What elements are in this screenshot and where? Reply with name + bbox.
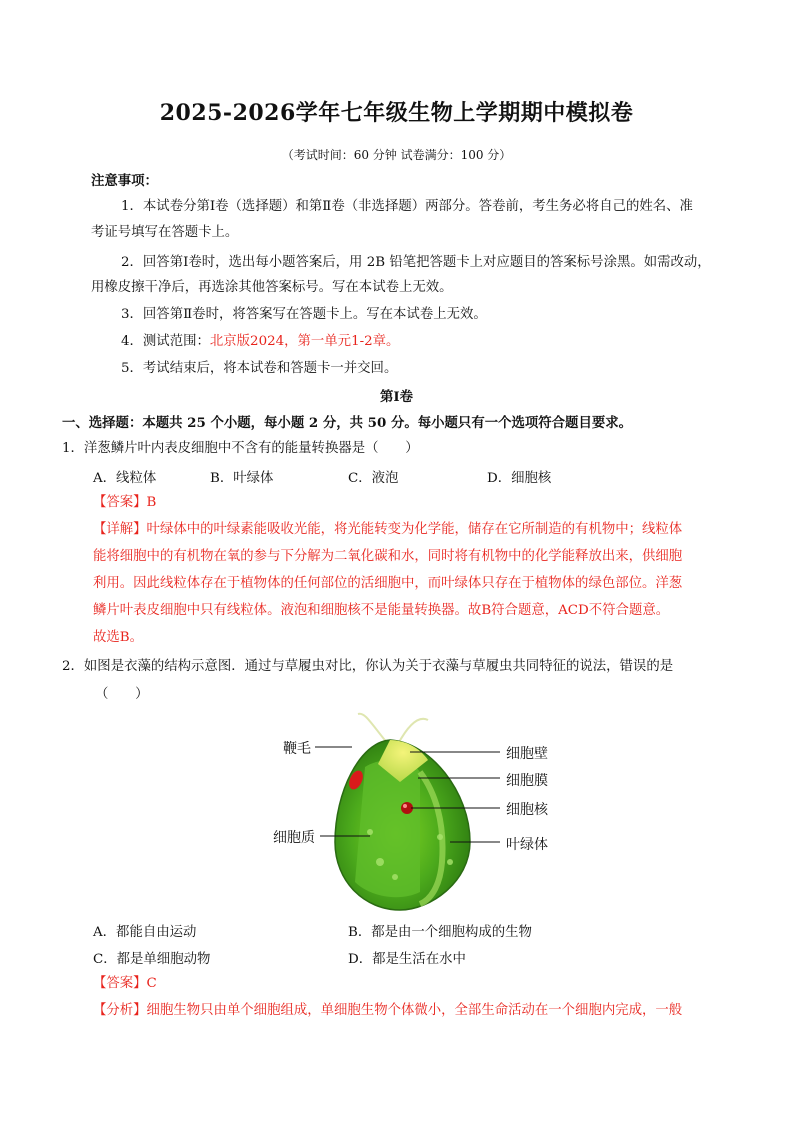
- label-cytoplasm: 细胞质: [273, 830, 315, 846]
- notice-item-4-prefix: 4．测试范围：: [121, 334, 210, 349]
- q1-detail-line: 【详解】叶绿体中的叶绿素能吸收光能，将光能转变为化学能，储存在它所制造的有机物中；线粒体: [93, 522, 683, 537]
- label-cell-wall: 细胞壁: [506, 746, 548, 762]
- q1-detail-line: 故选B。: [93, 630, 144, 645]
- notice-item-1-line1: 1．本试卷分第Ⅰ卷（选择题）和第Ⅱ卷（非选择题）两部分。答卷前，考生务必将自己的姓名、准: [121, 199, 693, 214]
- label-flagellum: 鞭毛: [283, 741, 311, 757]
- label-cell-membrane: 细胞膜: [506, 773, 548, 789]
- notice-item-2-line2: 用橡皮擦干净后，再选涂其他答案标号。写在本试卷上无效。: [91, 280, 453, 295]
- q2-answer: 【答案】C: [93, 976, 157, 991]
- q1-option-c: C．液泡: [348, 471, 399, 486]
- q1-detail-line: 能将细胞中的有机物在氧的参与下分解为二氧化碳和水，同时将有机物中的化学能释放出来，供细胞: [93, 549, 683, 564]
- q1-option-d: D．细胞核: [487, 471, 552, 486]
- label-chloroplast: 叶绿体: [506, 837, 548, 853]
- test-scope: 北京版2024，第一单元1-2章。: [209, 334, 400, 349]
- notice-item-4: [121, 333, 399, 351]
- q2-option-b: B．都是由一个细胞构成的生物: [348, 925, 532, 940]
- q2-option-d: D．都是生活在水中: [348, 952, 466, 967]
- q1-option-a: A．线粒体: [93, 471, 157, 486]
- q1-detail-line: 鳞片叶表皮细胞中只有线粒体。液泡和细胞核不是能量转换器。故B符合题意，ACD不符合题意。: [93, 603, 670, 618]
- volume-heading: 第Ⅰ卷: [379, 389, 414, 405]
- question-2-stem-line2: （ ）: [95, 687, 149, 702]
- notice-item-3: 3．回答第Ⅱ卷时，将答案写在答题卡上。写在本试卷上无效。: [121, 307, 487, 322]
- notice-item-5: 5．考试结束后，将本试卷和答题卡一并交回。: [121, 361, 398, 376]
- page-title: 2025-2026学年七年级生物上学期期中模拟卷: [159, 100, 634, 126]
- q2-analysis: 【分析】细胞生物只由单个细胞组成，单细胞生物个体微小，全部生命活动在一个细胞内完成，一般: [93, 1003, 683, 1018]
- section-heading: 一、选择题：本题共 25 个小题，每小题 2 分，共 50 分。每小题只有一个选项符合题目要求。: [62, 415, 633, 431]
- question-2-stem-line1: 2．如图是衣藻的结构示意图．通过与草履虫对比，你认为关于衣藻与草履虫共同特征的说法，错误的是: [62, 659, 674, 674]
- question-1-stem: 1．洋葱鳞片叶内表皮细胞中不含有的能量转换器是（ ）: [62, 441, 419, 456]
- label-nucleus: 细胞核: [506, 802, 548, 818]
- exam-info: （考试时间：60 分钟 试卷满分：100 分）: [281, 148, 512, 162]
- q1-option-b: B．叶绿体: [210, 471, 274, 486]
- q2-option-c: C．都是单细胞动物: [93, 952, 211, 967]
- q2-option-a: A．都能自由运动: [93, 925, 197, 940]
- q1-detail-line: 利用。因此线粒体存在于植物体的任何部位的活细胞中，而叶绿体只存在于植物体的绿色部位。洋葱: [93, 576, 683, 591]
- notice-heading: 注意事项：: [91, 173, 158, 189]
- notice-item-1-line2: 考证号填写在答题卡上。: [91, 225, 239, 240]
- notice-item-2-line1: 2．回答第Ⅰ卷时，选出每小题答案后，用 2B 铅笔把答题卡上对应题目的答案标号涂黑。如需改动，: [121, 255, 711, 270]
- q1-answer: 【答案】B: [93, 495, 157, 510]
